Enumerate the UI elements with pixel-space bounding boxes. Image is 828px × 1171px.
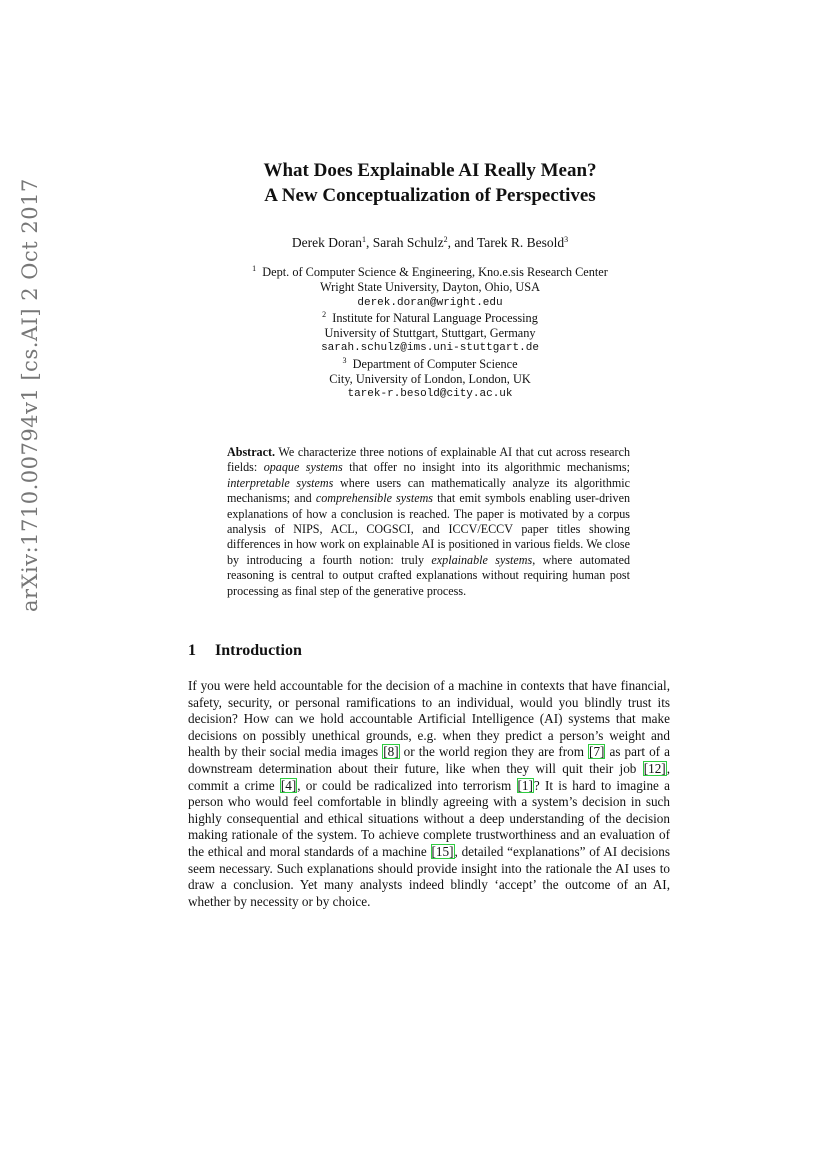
body-text: or the world region they are from bbox=[399, 744, 589, 760]
affiliation-line bbox=[200, 265, 660, 280]
author-separator: , bbox=[365, 235, 373, 250]
abstract-text: that emit symbols enabling user-driven explanations of how a conclusion is reached. The paper is motivated by a corpus analysis of NIPS, ACL, COGSCI, and ICCV/ECCV paper titles showing differences in how work on explainable AI is positioned in various fields. We close by introducing a fourth notion: truly bbox=[227, 491, 630, 567]
email-link[interactable]: tarek-r.besold@city.ac.uk bbox=[347, 388, 513, 401]
email-link[interactable]: derek.doran@wright.edu bbox=[357, 296, 503, 309]
author-name: Sarah Schulz bbox=[372, 235, 444, 250]
affiliation-dept: Dept. of Computer Science & Engineering, Kno.e.sis Research Center bbox=[262, 265, 608, 279]
arxiv-identifier: arXiv:1710.00794v1 [cs.AI] 2 Oct 2017 bbox=[18, 178, 42, 612]
abstract-emphasis: interpretable systems bbox=[227, 475, 334, 490]
body-text: If you were held accountable for the decision of a machine in contexts that have financial, safety, security, or personal ramifications to an individual, would you blindly trust its decision? How can we hold accountable Artificial Intelligence (AI) systems that make decisions on possibly unethical grounds, e.g. when they predict a person’s weight and health by their social media images bbox=[188, 678, 670, 760]
affiliation-dept: Institute for Natural Language Processing bbox=[332, 310, 538, 325]
affiliation-institution: City, University of London, London, UK bbox=[329, 372, 531, 387]
abstract-text: We characterize three notions of explainable AI that cut across research fields: bbox=[227, 445, 630, 475]
section-number: 1 bbox=[188, 642, 196, 659]
abstract-emphasis: opaque systems bbox=[263, 460, 343, 475]
body-text: ? It is hard to imagine a person who would feel comfortable in blindly agreeing with a system’s decision in such highly consequential and ethical situations without a deep understanding of the decision making rationale of the system. To achieve complete trustworthiness and an evaluation of the ethical and moral standards of a machine bbox=[188, 777, 670, 859]
author-affiliation-mark: 1 bbox=[361, 235, 366, 244]
body-text: , commit a crime bbox=[188, 760, 670, 793]
author-name: Tarek R. Besold bbox=[476, 235, 565, 250]
body-text: as part of a downstream determination about their future, like when they will quit their job bbox=[188, 744, 670, 776]
abstract-text: where users can mathematically analyze its algorithmic mechanisms; and bbox=[227, 475, 630, 506]
section-title: Introduction bbox=[215, 642, 302, 659]
paper-title bbox=[120, 158, 740, 208]
citation-link[interactable]: [7] bbox=[589, 744, 605, 760]
affiliation-line bbox=[200, 311, 660, 326]
author-list bbox=[120, 235, 740, 251]
body-text: , detailed “explanations” of AI decisions seem necessary. Such explanations should provide insight into the rationale the AI uses to draw a conclusion. Yet many analysts indeed blindly ‘accept’ the outcome of an AI, whether by necessity or by choice. bbox=[188, 843, 671, 909]
title-line-1: What Does Explainable AI Really Mean? bbox=[263, 160, 597, 181]
affiliation-mark: 3 bbox=[342, 355, 347, 365]
author-separator: , and bbox=[447, 235, 477, 250]
affiliation-institution: Wright State University, Dayton, Ohio, USA bbox=[319, 280, 541, 295]
abstract-text: , where automated reasoning is central to output crafted explanations without requiring human post processing as final step of the generative process. bbox=[227, 552, 630, 598]
affiliations bbox=[200, 265, 660, 403]
title-line-2: A New Conceptualization of Perspectives bbox=[264, 185, 596, 206]
affiliation-institution: University of Stuttgart, Stuttgart, Germany bbox=[324, 326, 536, 341]
citation-link[interactable]: [4] bbox=[280, 777, 297, 793]
abstract-text: that offer no insight into its algorithmic mechanisms; bbox=[342, 460, 630, 475]
abstract-label: Abstract. bbox=[227, 445, 276, 459]
email-link[interactable]: sarah.schulz@ims.uni-stuttgart.de bbox=[321, 342, 539, 355]
citation-link[interactable]: [8] bbox=[383, 744, 399, 760]
abstract bbox=[227, 445, 630, 599]
introduction-paragraph bbox=[188, 678, 670, 910]
body-text: , or could be radicalized into terrorism bbox=[297, 777, 517, 793]
abstract-emphasis: comprehensible systems bbox=[315, 491, 434, 506]
author-name: Derek Doran bbox=[291, 235, 362, 250]
affiliation-mark: 2 bbox=[322, 309, 327, 319]
author-affiliation-mark: 3 bbox=[564, 235, 569, 244]
section-heading bbox=[188, 642, 302, 660]
citation-link[interactable]: [12] bbox=[643, 760, 666, 776]
affiliation-line bbox=[200, 357, 660, 372]
affiliation-mark: 1 bbox=[252, 264, 257, 273]
citation-link[interactable]: [15] bbox=[431, 843, 454, 859]
affiliation-dept: Department of Computer Science bbox=[352, 356, 518, 371]
author-affiliation-mark: 2 bbox=[443, 235, 448, 244]
abstract-emphasis: explainable systems bbox=[431, 552, 533, 567]
citation-link[interactable]: [1] bbox=[517, 777, 533, 793]
